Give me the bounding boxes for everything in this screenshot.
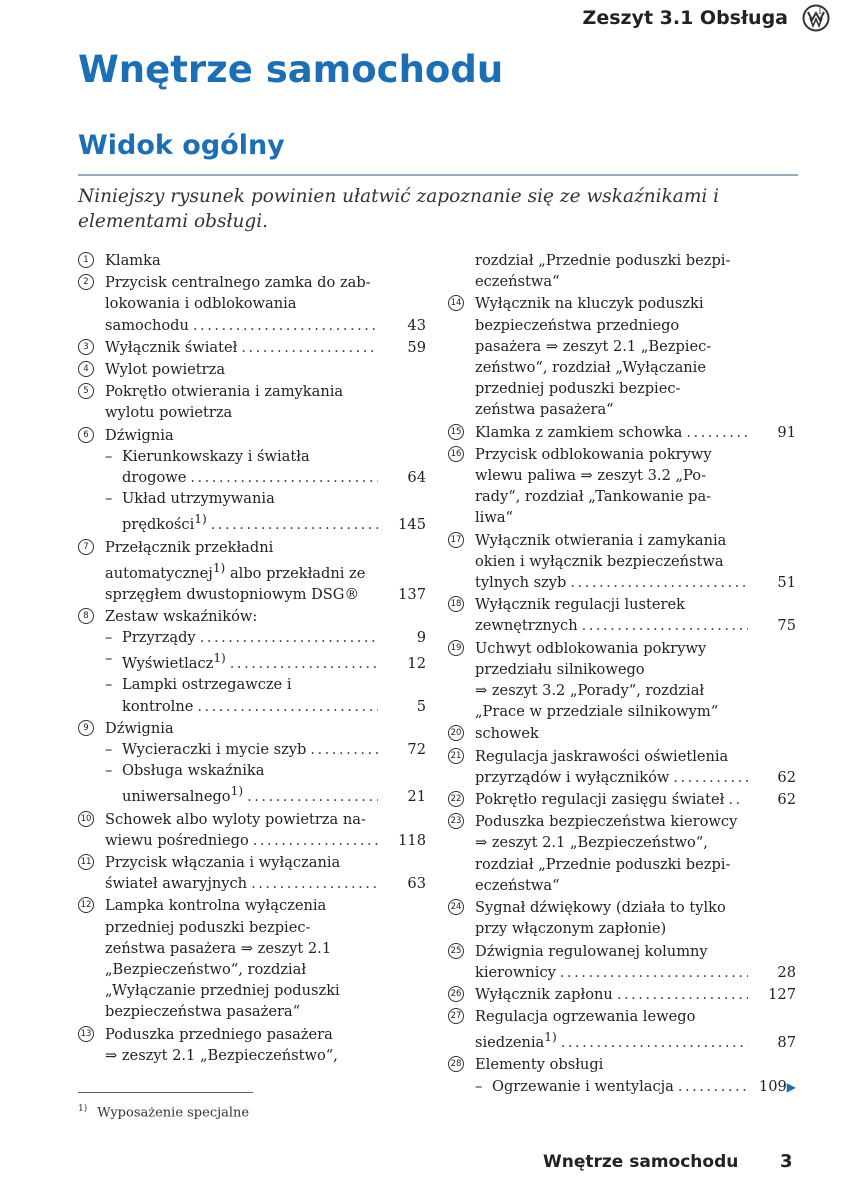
vw-logo-icon <box>802 4 830 32</box>
item-text: Wyłącznik otwierania i zamykania <box>475 531 727 549</box>
item-text: – Wycieraczki i mycie szyb <box>122 741 307 759</box>
legend-item-23 <box>448 811 796 896</box>
page-ref: 5 <box>416 697 426 715</box>
legend-item-28 <box>448 1054 796 1097</box>
page-ref: 21 <box>407 788 426 806</box>
item-entry <box>122 739 426 760</box>
item-entry <box>105 873 426 894</box>
legend-item-27 <box>448 1006 796 1053</box>
legend-item-12 <box>78 895 426 1022</box>
item-text-main: uniwersalnego <box>122 788 231 806</box>
page-ref: 91 <box>777 423 796 441</box>
page-ref: 64 <box>407 469 426 487</box>
item-text: świateł awaryjnych <box>105 875 248 893</box>
item-text-main: siedzenia <box>475 1034 545 1052</box>
item-text: rozdział „Przednie poduszki bezpi- <box>475 252 731 269</box>
item-entry <box>105 584 426 605</box>
item-text: – Lampki ostrzegawcze i <box>122 676 292 694</box>
item-text: Przycisk odblokowania pokrywy <box>475 445 712 463</box>
item-text: tylnych szyb <box>475 574 567 592</box>
item-text: Pokrętło otwierania i zamykania <box>105 383 344 401</box>
running-header <box>583 4 830 32</box>
item-number: 20 <box>448 725 464 741</box>
footnote-mark: 1) <box>78 1104 88 1114</box>
item-text: Uchwyt odblokowania pokrywy <box>475 639 707 657</box>
item-number: 2 <box>78 274 94 290</box>
item-entry <box>475 572 796 593</box>
page-tick: I <box>818 6 822 17</box>
page-title: Wnętrze samochodu <box>78 48 504 91</box>
page-ref: 43 <box>407 316 426 334</box>
legend-item-3 <box>78 337 426 358</box>
item-number: 24 <box>448 899 464 915</box>
item-text: Elementy obsługi <box>475 1056 604 1074</box>
item-number: 15 <box>448 424 464 440</box>
legend-item-2 <box>78 272 426 336</box>
item-text: eczeństwa“ <box>475 273 560 291</box>
page-ref <box>752 1076 796 1098</box>
footnote-divider <box>78 1092 253 1093</box>
item-text: – Układ utrzymywania <box>122 490 275 508</box>
page-ref: 127 <box>768 985 796 1003</box>
item-text: eczeństwa“ <box>475 876 560 894</box>
item-text: Poduszka przedniego pasażera <box>105 1025 333 1043</box>
legend-left-column <box>78 250 426 1067</box>
item-text: Wyłącznik świateł <box>105 338 238 356</box>
page-ref: 9 <box>416 629 426 647</box>
legend-item-15 <box>448 422 796 443</box>
item-entry <box>475 1027 796 1053</box>
item-text: Przycisk włączania i wyłączania <box>105 853 341 871</box>
item-text: Lampka kontrolna wyłączenia <box>105 897 327 915</box>
item-text: Poduszka bezpieczeństwa kierowcy <box>475 813 738 831</box>
item-text: zeństwa pasażera ⇒ zeszyt 2.1 <box>105 939 332 957</box>
item-text: Klamka z zamkiem schowka <box>475 423 683 441</box>
legend-item-8 <box>78 606 426 717</box>
item-number: 7 <box>78 539 94 555</box>
legend-item-21 <box>448 746 796 788</box>
item-entry <box>122 648 426 674</box>
legend-item-17 <box>448 530 796 594</box>
item-number: 4 <box>78 361 94 377</box>
legend-item-14 <box>448 293 796 420</box>
item-number: 3 <box>78 339 94 355</box>
item-entry <box>105 315 426 336</box>
legend-right-column <box>448 250 796 1099</box>
item-text: kierownicy <box>475 963 556 981</box>
page-ref: 62 <box>777 791 796 809</box>
item-text: Dźwignia <box>105 426 174 444</box>
footnote-ref: 1) <box>194 512 207 527</box>
item-text <box>105 558 426 584</box>
legend-item-7 <box>78 537 426 605</box>
legend-item-20 <box>448 723 796 744</box>
page-ref: 145 <box>398 516 426 534</box>
item-entry <box>475 767 796 788</box>
legend-item-1 <box>78 250 426 271</box>
sub-entry <box>475 1076 796 1098</box>
item-text: Dźwignia <box>105 719 174 737</box>
item-number: 1 <box>78 252 94 268</box>
item-text: – Kierunkowskazy i światła <box>122 447 310 465</box>
item-entry <box>475 615 796 636</box>
section-divider <box>78 174 798 176</box>
section-title: Widok ogólny <box>78 130 285 161</box>
page-number: 3 <box>780 1151 793 1172</box>
item-text: przy włączonym zapłonie) <box>475 920 667 938</box>
sub-entry <box>105 648 426 674</box>
continue-arrow-icon: ▶ <box>786 1079 796 1094</box>
page-ref: 59 <box>407 338 426 356</box>
sub-entry <box>105 674 426 716</box>
item-number: 18 <box>448 596 464 612</box>
item-number: 10 <box>78 811 94 827</box>
item-text-main: Wyświetlacz <box>122 655 214 673</box>
page-ref: 75 <box>777 617 796 635</box>
item-text: schowek <box>475 725 539 743</box>
legend-item-25 <box>448 941 796 983</box>
item-text: lokowania i odblokowania <box>105 295 297 313</box>
item-number: 12 <box>78 897 94 913</box>
item-text: Sygnał dźwiękowy (działa to tylko <box>475 899 726 917</box>
legend-item-11 <box>78 852 426 894</box>
item-number: 27 <box>448 1008 464 1024</box>
page-ref: 28 <box>777 963 796 981</box>
item-entry <box>122 696 426 717</box>
legend-item-13-continued <box>448 250 796 292</box>
item-text: samochodu <box>105 316 189 334</box>
item-text: ⇒ zeszyt 3.2 „Porady“, rozdział <box>475 682 705 700</box>
item-text: bezpieczeństwa przedniego <box>475 316 680 334</box>
footnote-ref: 1) <box>544 1030 557 1045</box>
item-text-a: automatycznej <box>105 564 213 582</box>
item-text: rady“, rozdział „Tankowanie pa- <box>475 488 712 506</box>
item-number: 9 <box>78 720 94 736</box>
footnote-ref: 1) <box>213 651 226 666</box>
legend-item-16 <box>448 444 796 529</box>
item-text: Wyłącznik regulacji lusterek <box>475 596 686 614</box>
item-text: Schowek albo wyloty powietrza na- <box>105 810 366 828</box>
running-header-title: Zeszyt 3.1 Obsługa <box>582 7 788 29</box>
item-number: 6 <box>78 427 94 443</box>
item-text: wiewu pośredniego <box>105 831 249 849</box>
page-ref: 51 <box>777 574 796 592</box>
item-number: 11 <box>78 854 94 870</box>
sub-entry <box>105 739 426 760</box>
item-text: Przycisk centralnego zamka do zab- <box>105 274 371 292</box>
page-ref: 137 <box>398 585 426 603</box>
sub-entry <box>105 760 426 807</box>
item-text-b: albo przekładni ze <box>225 564 366 582</box>
item-text-main: prędkości <box>122 516 195 534</box>
page-ref: 63 <box>407 875 426 893</box>
item-entry <box>122 627 426 648</box>
item-text: pasażera ⇒ zeszyt 2.1 „Bezpiec- <box>475 337 712 355</box>
item-text: okien i wyłącznik bezpieczeństwa <box>475 552 724 570</box>
item-text: Dźwignia regulowanej kolumny <box>475 942 708 960</box>
item-text: „Prace w przedziale silnikowym“ <box>475 703 719 721</box>
item-entry <box>122 781 426 807</box>
item-number: 14 <box>448 295 464 311</box>
item-entry <box>475 789 796 810</box>
item-entry <box>122 467 426 488</box>
item-text: Przełącznik przekładni <box>105 538 274 556</box>
item-text: ⇒ zeszyt 2.1 „Bezpieczeństwo“, <box>475 834 708 852</box>
item-entry <box>475 422 796 443</box>
sub-entry <box>105 627 426 648</box>
legend-item-10 <box>78 809 426 851</box>
item-text: kontrolne <box>122 697 194 715</box>
item-text: – Przyrządy <box>122 629 196 647</box>
legend-item-24 <box>448 897 796 939</box>
footnote-ref: 1) <box>230 784 244 799</box>
item-number: 25 <box>448 943 464 959</box>
footnote <box>78 1104 249 1120</box>
page-ref: 12 <box>407 655 426 673</box>
item-number: 13 <box>78 1026 94 1042</box>
item-text: Zestaw wskaźników: <box>105 607 258 625</box>
item-number: 23 <box>448 813 464 829</box>
legend-item-26 <box>448 984 796 1005</box>
sub-entry <box>105 446 426 488</box>
intro-text: Niniejszy rysunek powinien ułatwić zapoznanie się ze wskaźnikami i elementami obsługi. <box>78 186 720 232</box>
item-entry <box>492 1076 796 1098</box>
item-text: ⇒ zeszyt 2.1 „Bezpieczeństwo“, <box>105 1046 338 1064</box>
item-text: Klamka <box>105 252 161 269</box>
legend-item-22 <box>448 789 796 810</box>
item-text <box>122 509 207 535</box>
sub-entry <box>105 488 426 535</box>
item-text: „Wyłączanie przedniej poduszki <box>105 982 340 1000</box>
item-text: przyrządów i wyłączników <box>475 768 670 786</box>
item-text: zeństwo“, rozdział „Wyłączanie <box>475 359 706 377</box>
item-text: bezpieczeństwa pasażera“ <box>105 1003 301 1021</box>
item-text: Pokrętło regulacji zasięgu świateł <box>475 791 725 809</box>
item-text: Regulacja ogrzewania lewego <box>475 1008 696 1026</box>
item-entry <box>475 962 796 983</box>
item-text: Wyłącznik zapłonu <box>475 985 613 1003</box>
item-number: 22 <box>448 791 464 807</box>
legend-item-9 <box>78 718 426 808</box>
item-text: wylotu powietrza <box>105 404 233 422</box>
item-text: liwa“ <box>475 509 513 527</box>
page-ref: 62 <box>777 768 796 786</box>
item-number: 19 <box>448 640 464 656</box>
item-text: – Ogrzewanie i wentylacja <box>492 1077 674 1095</box>
item-text: przedniej poduszki bezpiec- <box>105 918 311 936</box>
item-text <box>122 781 243 807</box>
footnote-text: Wyposażenie specjalne <box>97 1105 250 1121</box>
item-number: 8 <box>78 608 94 624</box>
page-ref: 118 <box>398 831 426 849</box>
item-entry <box>475 984 796 1005</box>
item-text: Wylot powietrza <box>105 361 226 379</box>
item-text: drogowe <box>122 469 187 487</box>
item-number: 28 <box>448 1056 464 1072</box>
legend-item-5 <box>78 381 426 423</box>
page-ref: 87 <box>777 1034 796 1052</box>
item-number: 21 <box>448 748 464 764</box>
footer-title: Wnętrze samochodu <box>543 1152 739 1172</box>
legend-item-4 <box>78 359 426 380</box>
item-number: 16 <box>448 446 464 462</box>
item-text: zewnętrznych <box>475 617 578 635</box>
item-text <box>122 648 226 674</box>
item-text: – Obsługa wskaźnika <box>122 762 265 780</box>
legend-item-6 <box>78 425 426 536</box>
legend-item-13 <box>78 1024 426 1066</box>
item-number: 17 <box>448 532 464 548</box>
item-number: 26 <box>448 986 464 1002</box>
item-entry <box>105 337 426 358</box>
item-text <box>475 1027 557 1053</box>
item-text: przedziału silnikowego <box>475 660 645 678</box>
page-ref: 72 <box>407 741 426 759</box>
legend-item-19 <box>448 638 796 723</box>
item-text: „Bezpieczeństwo“, rozdział <box>105 960 307 978</box>
page-ref-number: 109 <box>758 1077 787 1095</box>
item-text: Regulacja jaskrawości oświetlenia <box>475 747 729 765</box>
item-text: wlewu paliwa ⇒ zeszyt 3.2 „Po- <box>475 467 707 485</box>
item-text: sprzęgłem dwustopniowym DSG® <box>105 585 360 603</box>
item-text: Wyłącznik na kluczyk poduszki <box>475 295 704 313</box>
item-text: rozdział „Przednie poduszki bezpi- <box>475 855 731 873</box>
item-entry <box>122 509 426 535</box>
item-entry <box>105 830 426 851</box>
footnote-ref: 1) <box>212 560 226 575</box>
item-text: przedniej poduszki bezpiec- <box>475 380 681 398</box>
legend-item-18 <box>448 594 796 636</box>
item-number: 5 <box>78 383 94 399</box>
item-text: zeństwa pasażera“ <box>475 401 614 419</box>
